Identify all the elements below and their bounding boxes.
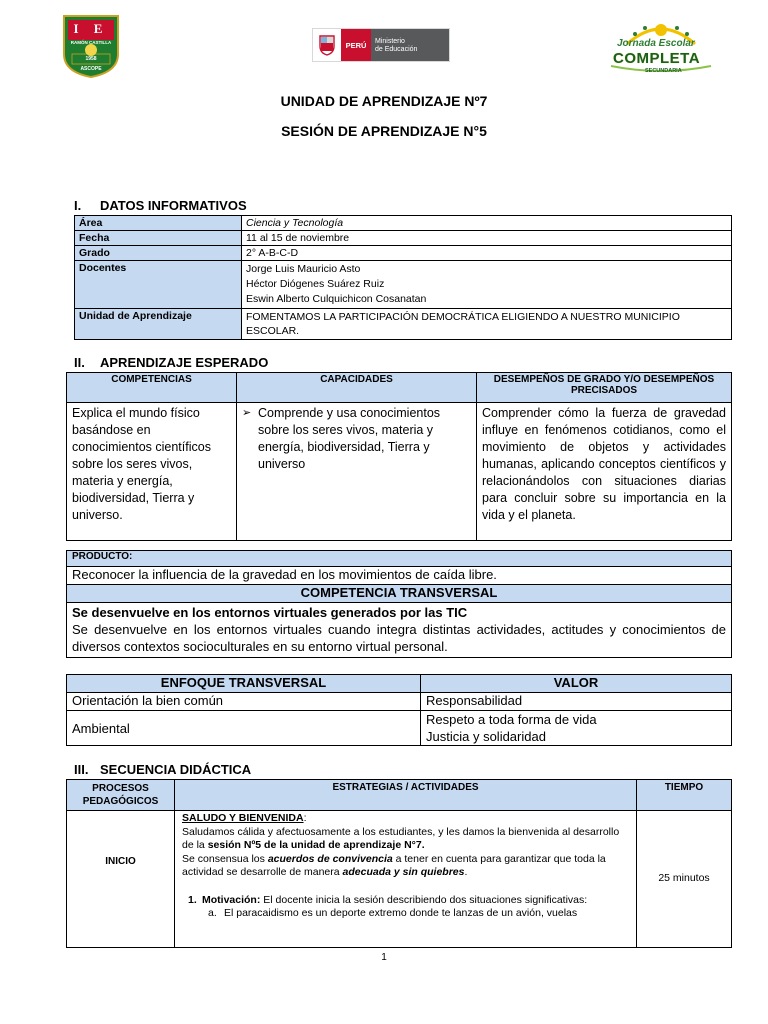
enfoque-cell: Orientación la bien común	[67, 693, 421, 711]
crest-place: ASCOPE	[80, 66, 102, 72]
table-header-row	[67, 675, 732, 693]
col-header: VALOR	[421, 675, 732, 693]
situacion-item: a. El paracaidismo es un deporte extremo donde te lanzas de un avión, vuelas	[208, 907, 578, 919]
table-row	[67, 811, 732, 948]
table-row	[75, 309, 732, 340]
enfoque-cell: Ambiental	[67, 711, 421, 746]
motivacion-item: 1. Motivación: El docente inicia la sesión describiendo dos situaciones significativas:	[188, 893, 588, 906]
arrow-bullet-icon: ➢	[242, 407, 252, 419]
datos-label: Docentes	[75, 261, 242, 309]
producto-table	[66, 550, 732, 658]
table-row	[75, 231, 732, 246]
table-row	[75, 246, 732, 261]
jec-main-text: COMPLETA	[613, 50, 701, 67]
competencia-cell: Explica el mundo físico basándose en conocimientos científicos sobre los seres vivos, materia y energía, biodiversidad, Tierra y universo.	[67, 403, 237, 541]
jec-logo	[605, 20, 717, 76]
crest-name: RAMÓN CASTILLA	[70, 40, 112, 45]
datos-value: 11 al 15 de noviembre	[242, 231, 732, 246]
producto-text: Reconocer la influencia de la gravedad en los movimientos de caída libre.	[67, 567, 732, 585]
section-heading-datos: I. DATOS INFORMATIVOS	[74, 198, 247, 213]
jec-top-text: Jornada Escolar	[617, 38, 695, 49]
table-row	[67, 711, 732, 746]
proceso-cell: INICIO	[67, 811, 175, 948]
valor-cell: Respeto a toda forma de vida Justicia y solidaridad	[421, 711, 732, 746]
section-heading-aprendizaje: II. APRENDIZAJE ESPERADO	[74, 355, 269, 370]
section-heading-secuencia: III. SECUENCIA DIDÁCTICA	[74, 762, 252, 777]
capacidad-cell: ➢ Comprende y usa conocimientos sobre los seres vivos, materia y energía, biodiversidad, Tierra y universo	[237, 403, 477, 541]
crest-initials: I E	[73, 21, 109, 36]
unidad-value: FOMENTAMOS LA PARTICIPACIÓN DEMOCRÁTICA ELIGIENDO A NUESTRO MUNICIPIO ESCOLAR.	[242, 309, 732, 340]
datos-table	[74, 215, 732, 340]
ministry-logo	[312, 28, 450, 62]
datos-label: Grado	[75, 246, 242, 261]
col-header: COMPETENCIAS	[67, 373, 237, 403]
crest-year: 1958	[85, 56, 97, 62]
table-row	[75, 216, 732, 231]
table-row	[67, 403, 732, 541]
competencia-transversal-title: COMPETENCIA TRANSVERSAL	[67, 585, 732, 603]
desempeno-cell: Comprender cómo la fuerza de gravedad influye en fenómenos cotidianos, como el movimiento de objetos y actividades humanas, aplicando conceptos científicos y relacionándolos con situaciones diarias para concluir sobre su importancia en la vida y el planeta.	[477, 403, 732, 541]
acuerdos-paragraph: Se consensua los acuerdos de convivencia a tener en cuenta para garantizar que toda la actividad se desarrolle de manera adecuada y sin quiebres.	[182, 852, 606, 878]
table-row	[75, 261, 732, 309]
page-number: 1	[381, 952, 387, 963]
school-crest-logo	[62, 14, 120, 78]
col-header: ENFOQUE TRANSVERSAL	[67, 675, 421, 693]
col-header-procesos: PROCESOS PEDAGÓGICOS	[67, 780, 175, 811]
col-header: CAPACIDADES	[237, 373, 477, 403]
table-row	[67, 567, 732, 585]
col-header-estrategias: ESTRATEGIAS / ACTIVIDADES	[175, 780, 637, 811]
datos-value: 2° A-B-C-D	[242, 246, 732, 261]
table-header-row	[67, 373, 732, 403]
col-header: DESEMPEÑOS DE GRADO Y/O DESEMPEÑOS PRECISADOS	[477, 373, 732, 403]
col-header-tiempo: TIEMPO	[637, 780, 732, 811]
table-row	[67, 693, 732, 711]
peru-label: PERÚ	[341, 29, 371, 61]
datos-label: Unidad de Aprendizaje	[75, 309, 242, 340]
peru-shield-icon	[313, 29, 341, 61]
saludo-title: SALUDO Y BIENVENIDA:	[182, 812, 307, 824]
competencia-transversal-body: Se desenvuelve en los entornos virtuales generados por las TIC Se desenvuelve en los entornos virtuales cuando integra distintas actividades, actitudes y conocimientos de diversos contextos socioculturales en su entorno virtual personal.	[67, 603, 732, 658]
valor-cell: Responsabilidad	[421, 693, 732, 711]
table-header-row	[67, 780, 732, 811]
aprendizaje-table	[66, 372, 732, 541]
datos-value: Ciencia y Tecnología	[242, 216, 732, 231]
secuencia-table	[66, 779, 732, 948]
sesion-title: SESIÓN DE APRENDIZAJE N°5	[281, 123, 487, 139]
ministry-label: Ministerio de Educación	[371, 29, 449, 61]
table-row	[67, 585, 732, 603]
docentes-value: Jorge Luis Mauricio Asto Héctor Diógenes Suárez Ruiz Eswin Alberto Culquichicon Cosanatan	[242, 261, 732, 309]
table-row	[67, 603, 732, 658]
table-row	[67, 551, 732, 567]
jec-sub-text: SECUNDARIA	[645, 68, 682, 74]
tiempo-cell: 25 minutos	[637, 811, 732, 948]
datos-label: Fecha	[75, 231, 242, 246]
enfoque-table	[66, 674, 732, 746]
producto-label: PRODUCTO:	[67, 551, 732, 567]
datos-label: Área	[75, 216, 242, 231]
estrategias-cell	[175, 811, 637, 948]
saludo-paragraph: Saludamos cálida y afectuosamente a los estudiantes, y les damos la bienvenida al desarrollo de la sesión Nº5 de la unidad de aprendizaje N°7.	[182, 825, 620, 851]
unidad-title: UNIDAD DE APRENDIZAJE Nº7	[280, 93, 488, 109]
